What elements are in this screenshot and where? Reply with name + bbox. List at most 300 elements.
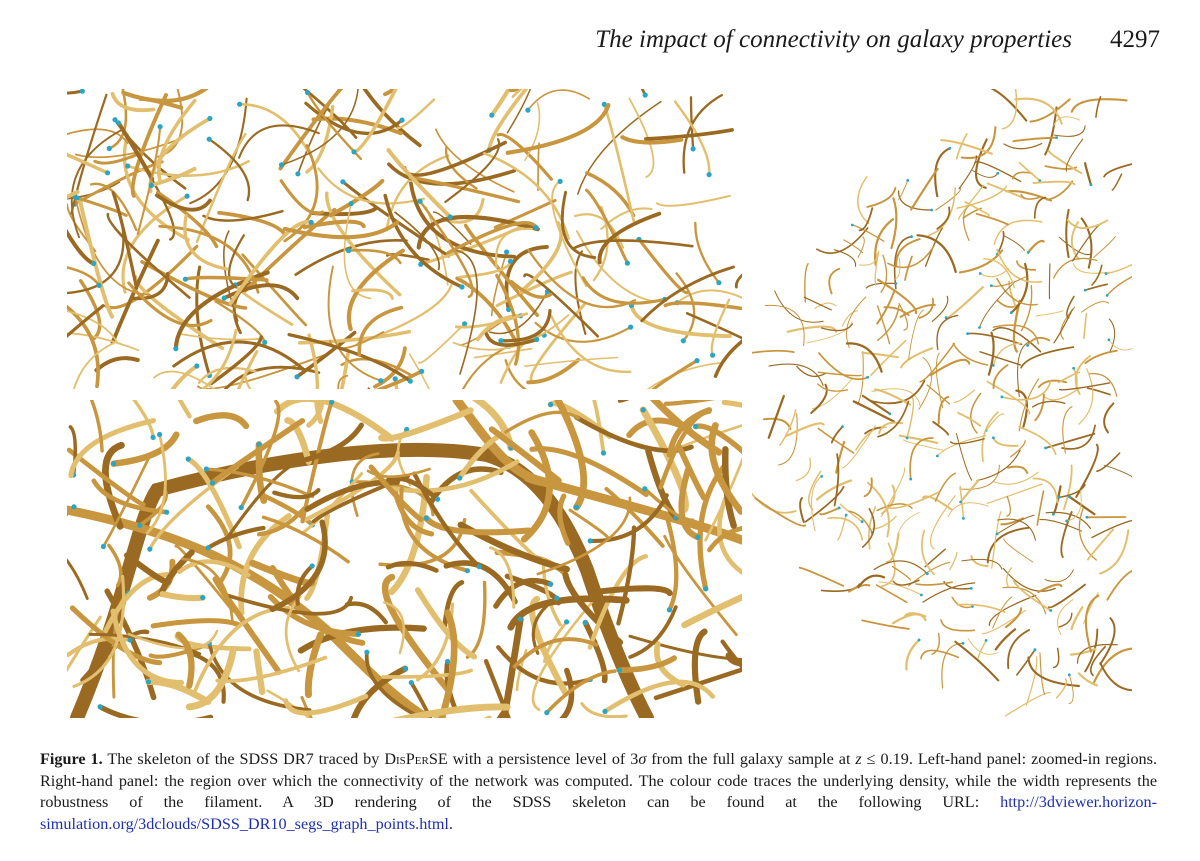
filament — [1033, 478, 1057, 502]
filament — [809, 472, 821, 510]
filament — [358, 285, 452, 343]
filament — [978, 640, 986, 658]
density-node — [459, 284, 464, 289]
caption-text-2: with a persistence level of 3 — [447, 750, 639, 768]
filament — [813, 378, 853, 409]
density-node — [534, 337, 539, 342]
filament — [381, 410, 471, 438]
density-node — [149, 183, 154, 188]
filament — [1033, 401, 1065, 407]
density-node — [601, 450, 606, 455]
filament — [993, 438, 1017, 446]
filament — [182, 559, 232, 621]
density-node — [861, 520, 864, 523]
filament — [942, 643, 963, 688]
density-node — [1090, 183, 1093, 186]
density-node — [309, 220, 314, 225]
filament — [1031, 99, 1070, 121]
filament — [1085, 284, 1107, 290]
density-node — [909, 478, 912, 481]
density-node — [183, 277, 188, 282]
filament — [1072, 607, 1083, 629]
density-node — [137, 523, 142, 528]
sigma-symbol: σ — [638, 750, 647, 768]
filament — [286, 696, 366, 713]
filament — [1063, 407, 1072, 454]
filament — [897, 513, 919, 548]
density-node — [204, 466, 209, 471]
density-node — [1055, 136, 1058, 139]
density-node — [239, 505, 244, 510]
filament — [320, 354, 348, 389]
density-node — [294, 374, 299, 379]
filament — [955, 642, 998, 681]
density-node — [962, 517, 965, 520]
caption-text-3: from the full galaxy sample at — [646, 750, 856, 768]
filament — [1035, 198, 1046, 219]
density-node — [642, 486, 647, 491]
filament — [1002, 89, 1016, 129]
filament — [818, 429, 853, 453]
density-node — [97, 283, 102, 288]
filament — [1008, 467, 1027, 473]
filament — [639, 239, 687, 292]
filament — [1011, 264, 1027, 313]
density-node — [518, 617, 523, 622]
filament — [957, 186, 1006, 208]
filament — [847, 297, 866, 348]
density-node — [625, 261, 630, 266]
density-node — [408, 379, 413, 384]
filament — [1106, 251, 1132, 274]
filament-network-full — [752, 89, 1132, 719]
filament — [951, 439, 984, 444]
filament — [70, 343, 115, 389]
filament — [1007, 497, 1011, 517]
filament — [805, 264, 808, 302]
density-node — [930, 209, 933, 212]
filament — [858, 237, 864, 258]
density-node — [548, 582, 553, 587]
filament — [329, 267, 381, 381]
filament — [994, 472, 1038, 484]
filament — [1100, 530, 1128, 573]
filament — [109, 545, 121, 585]
filament — [863, 396, 890, 414]
filament — [277, 400, 392, 439]
density-node — [548, 402, 553, 407]
filament — [1014, 580, 1051, 610]
density-node — [820, 475, 823, 478]
filament — [1038, 585, 1061, 592]
filament — [153, 621, 239, 626]
caption-text-1: The skeleton of the SDSS DR7 traced by — [102, 750, 385, 768]
density-node — [107, 146, 112, 151]
filament — [1066, 210, 1068, 257]
density-node — [895, 282, 898, 285]
filament — [832, 427, 843, 443]
density-node — [920, 594, 923, 597]
filament — [367, 652, 443, 718]
filament — [1084, 314, 1086, 338]
density-node — [305, 90, 310, 95]
density-node — [399, 118, 404, 123]
filament — [736, 254, 742, 287]
density-node — [970, 587, 973, 590]
density-node — [295, 171, 300, 176]
filament — [769, 364, 823, 385]
filament — [919, 357, 932, 409]
filament — [867, 188, 895, 207]
filament — [583, 278, 665, 304]
filament — [918, 235, 956, 272]
figure-panel-zoomed-top — [67, 89, 742, 389]
filament — [347, 604, 386, 623]
density-node — [1052, 513, 1055, 516]
density-node — [694, 358, 699, 363]
filament — [1064, 465, 1072, 509]
filament — [1040, 520, 1082, 532]
filament — [1045, 570, 1074, 582]
filament — [919, 299, 933, 318]
filament — [954, 390, 975, 402]
filament — [443, 346, 509, 389]
filament — [1054, 309, 1073, 342]
filament — [765, 305, 804, 345]
filament — [950, 553, 957, 570]
filament — [903, 440, 944, 451]
density-node — [845, 514, 848, 517]
filament — [994, 220, 1042, 244]
density-node — [628, 325, 633, 330]
density-node — [378, 378, 383, 383]
density-node — [71, 504, 76, 509]
filament — [1112, 174, 1121, 190]
density-node — [910, 235, 913, 238]
filament — [1085, 163, 1091, 184]
filament — [796, 458, 810, 480]
filament — [665, 303, 742, 312]
filament — [906, 640, 919, 669]
filament — [1061, 512, 1071, 557]
filament — [817, 228, 868, 253]
filament — [957, 134, 967, 159]
filament — [881, 255, 886, 292]
density-node — [992, 436, 995, 439]
density-node — [978, 326, 981, 329]
density-node — [1086, 516, 1089, 519]
filament — [800, 568, 844, 586]
filament — [528, 90, 589, 110]
filament — [163, 366, 196, 389]
filament — [109, 89, 126, 149]
density-node — [643, 92, 648, 97]
filament — [958, 413, 980, 426]
density-node — [151, 435, 156, 440]
filament — [1054, 117, 1080, 126]
density-node — [504, 249, 509, 254]
density-node — [419, 369, 424, 374]
filament — [829, 269, 839, 294]
filament — [160, 400, 189, 416]
filament — [960, 465, 1000, 489]
filament — [971, 556, 988, 566]
density-node — [554, 595, 559, 600]
filament — [1079, 369, 1093, 424]
filament — [1005, 236, 1025, 250]
density-node — [959, 501, 962, 504]
density-node — [926, 572, 929, 575]
filament — [922, 531, 934, 575]
filament — [695, 632, 705, 702]
filament — [877, 585, 907, 602]
filament — [1034, 182, 1075, 185]
density-node — [1044, 447, 1047, 450]
filament — [752, 351, 794, 355]
rendering-url-link[interactable]: http://3dviewer.horizon-simulation.org/3dclouds/SDSS_DR10_segs_graph_points.html — [40, 793, 1157, 833]
filament — [1006, 693, 1050, 716]
filament — [196, 415, 246, 426]
density-node — [351, 149, 356, 154]
filament — [1104, 164, 1132, 177]
filament — [980, 283, 1015, 328]
density-node — [205, 545, 210, 550]
filament — [899, 191, 932, 210]
filament — [858, 177, 869, 224]
filament — [887, 534, 899, 563]
filament — [1049, 151, 1082, 173]
density-node — [710, 353, 715, 358]
density-node — [210, 480, 215, 485]
density-node — [574, 505, 579, 510]
density-node — [340, 179, 345, 184]
density-node — [681, 338, 686, 343]
filament — [797, 367, 826, 377]
filament — [971, 394, 981, 434]
density-node — [279, 162, 284, 167]
filament — [871, 381, 925, 404]
filament — [959, 156, 976, 189]
filament — [1006, 608, 1021, 627]
filament — [878, 401, 908, 436]
filament — [921, 650, 958, 658]
filament — [1022, 285, 1032, 330]
density-node — [200, 595, 205, 600]
density-node — [498, 338, 503, 343]
density-node — [695, 535, 700, 540]
density-node — [996, 172, 999, 175]
density-node — [1072, 367, 1075, 370]
filament — [1018, 341, 1032, 396]
filament — [508, 105, 609, 153]
density-node — [979, 272, 982, 275]
page-header — [595, 26, 1160, 62]
density-node — [1049, 609, 1052, 612]
filament — [1109, 319, 1114, 352]
filament — [1046, 434, 1095, 448]
filament — [911, 169, 938, 210]
density-node — [716, 280, 721, 285]
filament-network-bottom — [67, 400, 742, 718]
filament — [552, 181, 586, 286]
filament — [197, 134, 245, 242]
density-node — [457, 475, 462, 480]
density-node — [185, 194, 190, 199]
filament — [987, 484, 1042, 503]
filament — [457, 251, 477, 374]
density-node — [534, 225, 539, 230]
caption-text-4: ≤ 0.19. Left-hand panel: zoomed-in regions. Right-hand panel: the region over which the connectivity of the network was computed. The colour code traces the underlying density, while the width represents the robustness of the filament. A 3D rendering of the SDSS skeleton can be found at the following URL: — [40, 750, 1157, 811]
density-node — [364, 650, 369, 655]
filament — [467, 582, 484, 657]
filament — [1062, 425, 1095, 449]
filament — [946, 287, 983, 318]
filament — [1094, 237, 1116, 258]
filament — [179, 334, 260, 340]
filament — [994, 365, 1008, 388]
density-node — [310, 563, 315, 568]
density-node — [346, 248, 351, 253]
filament — [879, 582, 922, 595]
density-node — [693, 424, 698, 429]
filament — [958, 605, 1005, 613]
density-node — [838, 507, 841, 510]
filament — [668, 520, 677, 610]
figure-label: Figure 1. — [40, 750, 103, 768]
density-node — [641, 407, 646, 412]
density-node — [851, 224, 854, 227]
filament — [989, 333, 994, 375]
density-node — [906, 437, 909, 440]
filament — [1073, 264, 1109, 274]
filament — [1047, 181, 1072, 200]
filament — [604, 104, 633, 221]
density-node — [111, 461, 116, 466]
density-node — [918, 639, 921, 642]
density-node — [435, 497, 440, 502]
filament — [817, 481, 851, 500]
filament — [835, 454, 839, 505]
density-node — [1026, 344, 1029, 347]
density-node — [1108, 338, 1111, 341]
density-node — [125, 163, 130, 168]
filament — [935, 148, 950, 196]
density-node — [602, 709, 607, 714]
filament — [1021, 347, 1073, 368]
density-node — [356, 632, 361, 637]
filament — [1069, 675, 1073, 704]
filament — [1045, 389, 1077, 400]
filament — [573, 241, 692, 249]
density-node — [962, 642, 965, 645]
density-node — [703, 586, 708, 591]
filament — [769, 396, 784, 438]
density-node — [424, 516, 429, 521]
density-node — [186, 457, 191, 462]
density-node — [173, 346, 178, 351]
filament — [630, 607, 676, 657]
density-node — [1010, 311, 1013, 314]
filament — [1092, 519, 1132, 538]
density-node — [477, 564, 482, 569]
filament — [989, 89, 1027, 121]
redshift-symbol: z — [855, 750, 862, 768]
filament — [863, 509, 875, 547]
density-node — [146, 679, 151, 684]
filament — [240, 104, 311, 155]
density-node — [1106, 294, 1109, 297]
filament — [359, 308, 401, 356]
filament — [1082, 302, 1109, 313]
density-node — [403, 666, 408, 671]
filament — [1035, 395, 1044, 421]
filament — [684, 591, 742, 625]
filament-network-top — [67, 89, 742, 389]
filament — [1100, 663, 1132, 690]
filament — [1040, 653, 1045, 694]
density-node — [985, 639, 988, 642]
filament — [878, 306, 899, 341]
filament — [515, 639, 597, 666]
filament — [882, 486, 894, 514]
density-node — [1058, 496, 1061, 499]
filament — [980, 269, 1008, 277]
density-node — [948, 147, 951, 150]
filament — [952, 597, 972, 607]
density-node — [1027, 251, 1030, 254]
density-node — [1068, 673, 1071, 676]
density-node — [418, 199, 423, 204]
density-node — [888, 412, 891, 415]
filament — [388, 563, 436, 570]
density-node — [1105, 272, 1108, 275]
figure-caption — [40, 749, 1157, 835]
density-node — [866, 376, 869, 379]
density-node — [164, 510, 169, 515]
filament — [862, 620, 909, 629]
filament — [807, 322, 852, 343]
figure-panel-full-region — [752, 89, 1132, 719]
filament — [618, 363, 720, 389]
density-node — [105, 170, 110, 175]
filament — [1004, 539, 1033, 562]
density-node — [583, 620, 588, 625]
density-node — [667, 607, 672, 612]
running-title: The impact of connectivity on galaxy properties — [595, 26, 1072, 53]
density-node — [558, 179, 563, 184]
filament — [901, 348, 932, 367]
filament — [1054, 648, 1059, 667]
density-node — [147, 547, 152, 552]
density-node — [1001, 396, 1004, 399]
filament — [780, 410, 796, 445]
filament — [1088, 388, 1110, 394]
filament — [1059, 613, 1072, 627]
density-node — [91, 261, 96, 266]
density-node — [936, 455, 939, 458]
density-node — [841, 425, 844, 428]
filament — [1028, 241, 1043, 252]
filament — [256, 652, 262, 692]
filament — [993, 343, 1020, 365]
density-node — [966, 332, 969, 335]
filament — [980, 352, 1020, 365]
filament — [936, 188, 961, 210]
filament — [905, 257, 912, 281]
density-node — [564, 619, 569, 624]
density-node — [222, 295, 227, 300]
filament — [1017, 650, 1035, 675]
